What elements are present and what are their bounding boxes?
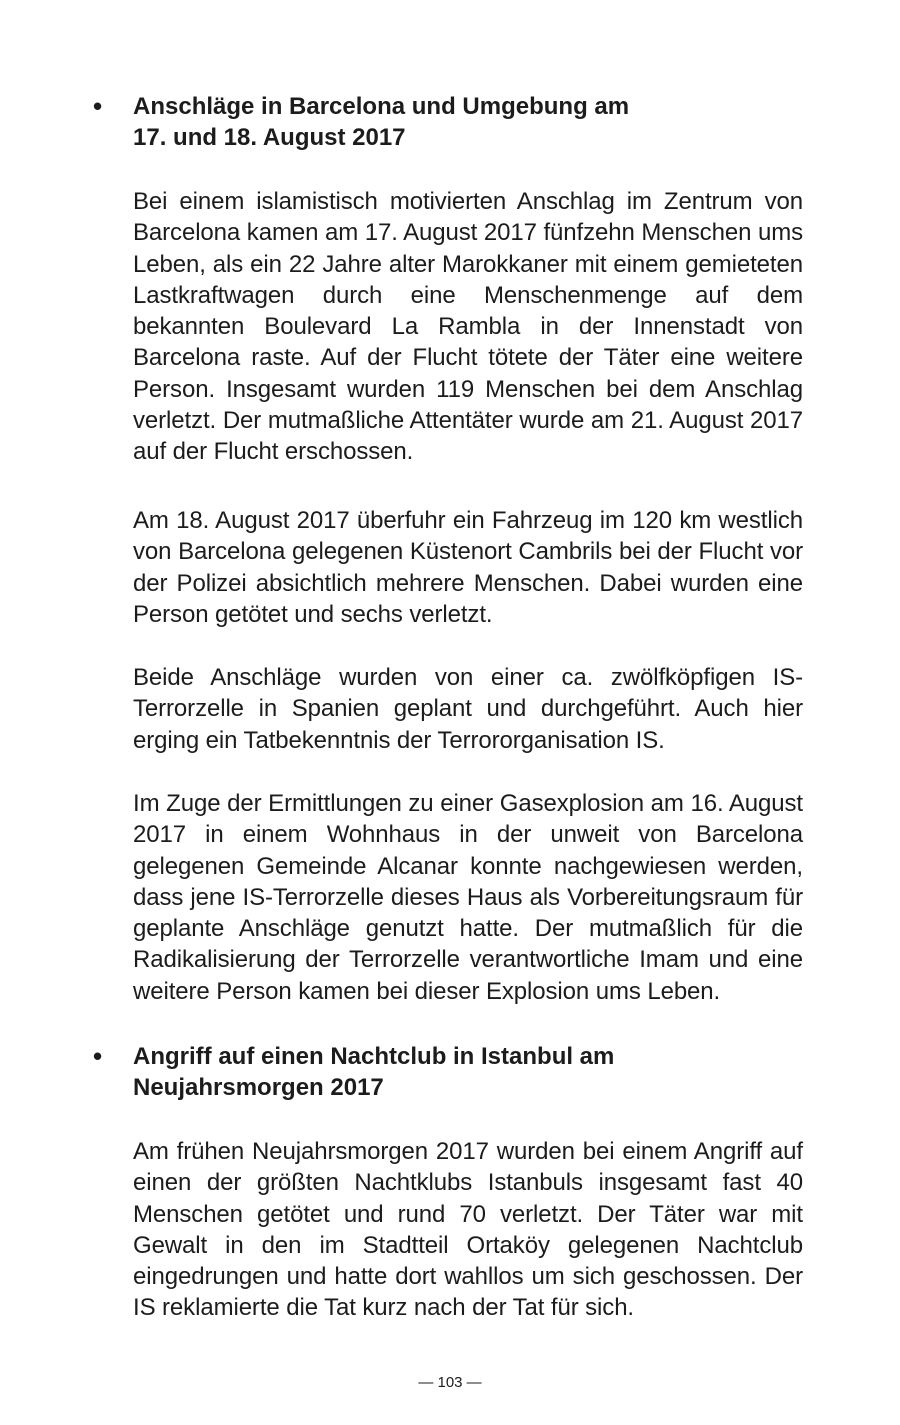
paragraph-cambrils-attack: Am 18. August 2017 überfuhr ein Fahrzeug im 120 km westlich von Barcelona gelegenen Küstenort Cambrils bei der Flucht vor der Polizei absichtlich mehrere Menschen. Dabei wurden eine Person getötet und sechs verletzt. — [133, 507, 803, 628]
bullet-marker: • — [93, 1041, 103, 1071]
paragraph-terror-cell: Beide Anschläge wurden von einer ca. zwölfköpfigen IS-Terrorzelle in Spanien geplant und durchgeführt. Auch hier erging ein Tatbekenntnis der Terrororganisation IS. — [133, 664, 803, 754]
paragraph-alcanar-explosion: Im Zuge der Ermittlungen zu einer Gasexplosion am 16. August 2017 in einem Wohnhaus in der unweit von Barcelona gelegenen Gemeinde Alcanar konnte nachgewiesen werden, dass jene IS-Terrorzelle dieses Haus als Vorbereitungsraum für geplante Anschläge genutzt hatte. Der mutmaßlich für die Radikalisierung der Terrorzelle verantwortliche Imam und eine weitere Person kamen bei dieser Explosion ums Leben. — [133, 790, 803, 1005]
section-heading-barcelona: Anschläge in Barcelona und Umgebung am 17. und 18. August 2017 — [133, 93, 630, 151]
paragraph-istanbul-attack: Am frühen Neujahrsmorgen 2017 wurden bei einem Angriff auf einen der größten Nachtklubs Istanbuls insgesamt fast 40 Menschen getötet und rund 70 verletzt. Der Täter war mit Gewalt in den im Stadtteil Ortaköy gelegenen Nachtclub eingedrungen und hatte dort wahllos um sich geschossen. Der IS reklamierte die Tat kurz nach der Tat für sich. — [133, 1138, 803, 1322]
page-number: — 103 — — [418, 1374, 482, 1391]
section-heading-istanbul: Angriff auf einen Nachtclub in Istanbul am Neujahrsmorgen 2017 — [133, 1043, 615, 1101]
bullet-marker: • — [93, 91, 103, 121]
paragraph-barcelona-attack: Bei einem islamistisch motivierten Anschlag im Zentrum von Barcelona kamen am 17. August 2017 fünfzehn Menschen ums Leben, als ein 22 Jahre alter Marokkaner mit einem gemieteten Lastkraftwagen durch eine Menschenmenge auf dem bekannten Boulevard La Rambla in der Innenstadt von Barcelona raste. Auf der Flucht tötete der Täter eine weitere Person. Insgesamt wurden 119 Menschen bei dem Anschlag verletzt. Der mutmaßliche Attentäter wurde am 21. August 2017 auf der Flucht erschossen. — [133, 188, 803, 466]
